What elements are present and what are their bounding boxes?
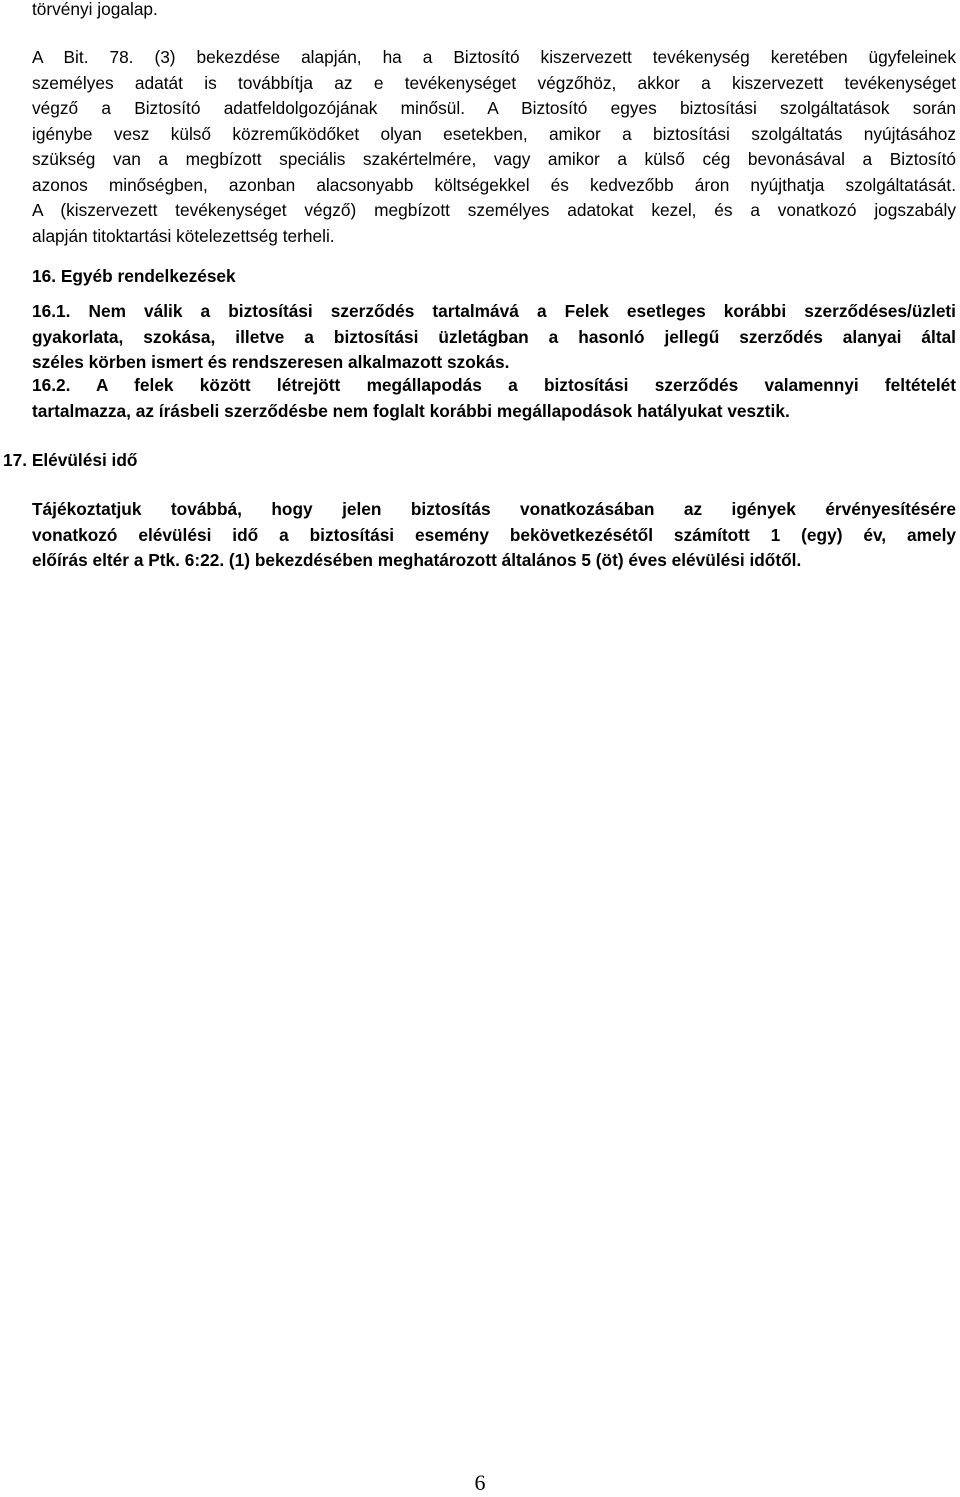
paragraph-bit78 xyxy=(32,45,956,249)
paragraph-line: gyakorlata, szokása, illetve a biztosítási üzletágban a hasonló jellegű szerződés alanyai által xyxy=(32,326,956,347)
paragraph-line: azonos minőségben, azonban alacsonyabb költségekkel és kedvezőbb áron nyújthatja szolgáltatását. xyxy=(32,174,956,195)
paragraph-line: személyes adatát is továbbítja az e tevékenységet végzőhöz, akkor a kiszervezett tevékenységet xyxy=(32,72,956,93)
paragraph-line: A Bit. 78. (3) bekezdése alapján, ha a Biztosító kiszervezett tevékenység keretében ügyfeleinek xyxy=(32,47,956,67)
paragraph-line: 16.2. A felek között létrejött megállapodás a biztosítási szerződés valamennyi feltételét xyxy=(32,375,956,395)
paragraph-line: szükség van a megbízott speciális szakértelmére, vagy amikor a külső cég bevonásával a Biztosító xyxy=(32,149,956,169)
paragraph-line: végző a Biztosító adatfeldolgozójának minősül. A Biztosító egyes biztosítási szolgáltatások során xyxy=(32,98,956,118)
section-16-heading: 16. Egyéb rendelkezések xyxy=(32,266,236,286)
paragraph-line: igénybe vesz külső közreműködőket olyan esetekben, amikor a biztosítási szolgáltatás nyújtásához xyxy=(32,123,956,144)
paragraph-line: vonatkozó elévülési idő a biztosítási esemény bekövetkezésétől számított 1 (egy) év, amely xyxy=(32,524,956,545)
paragraph-line: A (kiszervezett tevékenységet végző) megbízott személyes adatokat kezel, és a vonatkozó jogszabály xyxy=(32,200,956,220)
paragraph-17 xyxy=(32,497,956,574)
paragraph-16-2 xyxy=(32,373,956,424)
page-number: 6 xyxy=(474,1470,486,1495)
paragraph-line: előírás eltér a Ptk. 6:22. (1) bekezdésében meghatározott általános 5 (öt) éves elévülési időtől. xyxy=(32,550,802,570)
paragraph-line: széles körben ismert és rendszeresen alkalmazott szokás. xyxy=(32,352,510,372)
paragraph-line: 16.1. Nem válik a biztosítási szerződés tartalmává a Felek esetleges korábbi szerződéses/üzleti xyxy=(32,301,956,321)
paragraph-line: alapján titoktartási kötelezettség terheli. xyxy=(32,225,335,246)
intro-line: törvényi jogalap. xyxy=(32,0,158,19)
paragraph-line: tartalmazza, az írásbeli szerződésbe nem foglalt korábbi megállapodások hatályukat vesztik. xyxy=(32,400,790,421)
paragraph-16-1 xyxy=(32,299,956,376)
paragraph-line: Tájékoztatjuk továbbá, hogy jelen biztosítás vonatkozásában az igények érvényesítésére xyxy=(32,499,956,519)
section-17-heading: 17. Elévülési idő xyxy=(3,450,138,470)
